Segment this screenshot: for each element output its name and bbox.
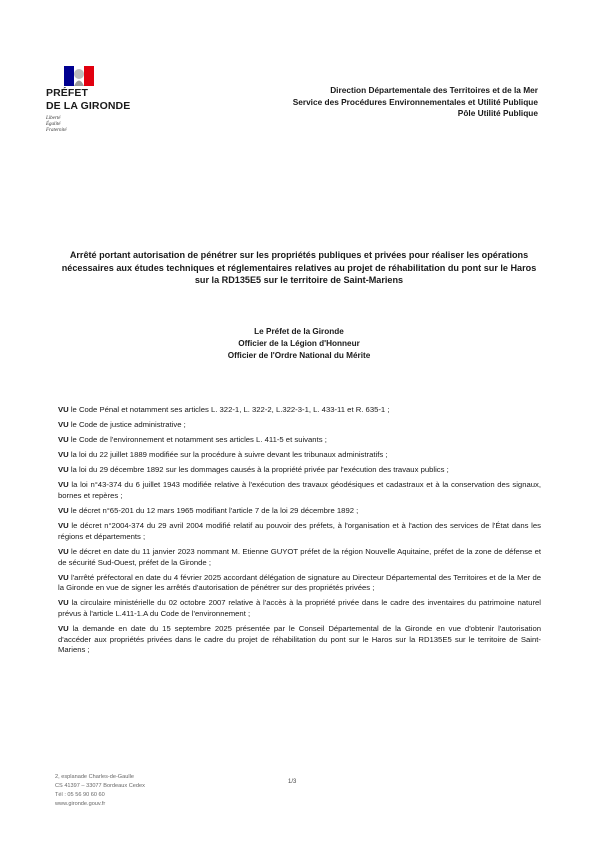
visa-item: VU le Code Pénal et notamment ses articles L. 322-1, L. 322-2, L.322-3-1, L. 433-11 et R. 635-1 ; <box>58 405 390 414</box>
visa-item: VU le Code de l'environnement et notamment ses articles L. 411-5 et suivants ; <box>58 435 327 445</box>
footer-website-link[interactable]: www.gironde.gouv.fr <box>55 801 106 807</box>
devise-fraternite: Fraternité <box>46 128 67 133</box>
signatory-line3: Officier de l'Ordre National du Mérite <box>227 351 371 360</box>
prefet-title-line1: PRÉFET <box>46 87 89 99</box>
devise-liberte: Liberté <box>46 116 61 121</box>
arrete-title: Arrêté portant autorisation de pénétrer sur les propriétés publiques et privées pour réaliser les opérations nécessaires aux études techniques et réglementaires relatives au projet de réhabilitation du pont sur le Haros sur la RD135E5 sur le territoire de Saint-Mariens <box>61 250 537 285</box>
issuing-service <box>208 85 538 120</box>
visa-item: VU la loi du 29 décembre 1892 sur les dommages causés à la propriété privée par l'exécution des travaux publics ; <box>58 465 449 475</box>
direction-line1: Direction Départementale des Territoires et de la Mer <box>330 85 538 95</box>
visa-item: VU la circulaire ministérielle du 02 octobre 2007 relative à l'accès à la propriété privée dans le cadre des inventaires du patrimoine naturel prévus à l'article L.411-1.A du Code de l'environnement ; <box>58 598 542 618</box>
footer-line2: CS 41397 – 33077 Bordeaux Cedex <box>55 783 145 789</box>
visa-item: VU le décret en date du 11 janvier 2023 nommant M. Etienne GUYOT préfet de la région Nouvelle Aquitaine, préfet de la zone de défense et de sécurité Sud-Ouest, préfet de la Gironde ; <box>58 546 541 567</box>
visa-item: VU le Code de justice administrative ; <box>58 420 186 430</box>
signatory-line2: Officier de la Légion d'Honneur <box>238 339 360 348</box>
prefet-title-line2: DE LA GIRONDE <box>46 100 131 112</box>
visa-item: VU la loi n°43-374 du 6 juillet 1943 modifiée relative à l'exécution des travaux géodésiques et cadastraux et à la conservation des signaux, bornes et repères ; <box>58 480 542 501</box>
visa-item: VU la demande en date du 15 septembre 2025 présentée par le Conseil Départemental de la Gironde en vue d'obtenir l'autorisation d'accéder aux propriétés privées dans le cadre du projet de réhabilitation du pont sur le Haros sur la RD135E5 sur le territoire de Saint-Mariens ; <box>58 624 541 655</box>
prefecture-logo <box>46 66 136 134</box>
page-number: 1/3 <box>288 779 297 785</box>
signatory-block <box>60 326 538 362</box>
signatory-line1: Le Préfet de la Gironde <box>254 327 344 336</box>
visas-list <box>58 405 541 660</box>
devise <box>46 116 136 134</box>
visa-item: VU la loi du 22 juillet 1889 modifiée sur la procédure à suivre devant les tribunaux administratifs ; <box>58 450 388 460</box>
visa-item: VU le décret n°65-201 du 12 mars 1965 modifiant l'article 7 de la loi 29 décembre 1892 ; <box>58 506 359 516</box>
footer-line3: Tél : 05 56 90 60 60 <box>55 792 105 798</box>
direction-line2: Service des Procédures Environnementales et Utilité Publique <box>292 96 538 107</box>
visa-item: VU le décret n°2004-374 du 29 avril 2004 modifié relatif au pouvoir des préfets, à l'organisation et à l'action des services de l'État dans les régions et départements ; <box>58 521 541 541</box>
visa-item: VU l'arrêté préfectoral en date du 4 février 2025 accordant délégation de signature au Directeur Départemental des Territoires et de la Mer de la Gironde en vue de signer les arrêtés d'autorisation de pénétrer sur des propriétés privées ; <box>58 572 541 593</box>
footer-address <box>55 773 145 809</box>
direction-line3: Pôle Utilité Publique <box>457 108 538 118</box>
footer-line1: 2, esplanade Charles-de-Gaulle <box>55 774 134 780</box>
marianne-icon <box>64 66 94 86</box>
devise-egalite: Égalité <box>46 122 61 127</box>
